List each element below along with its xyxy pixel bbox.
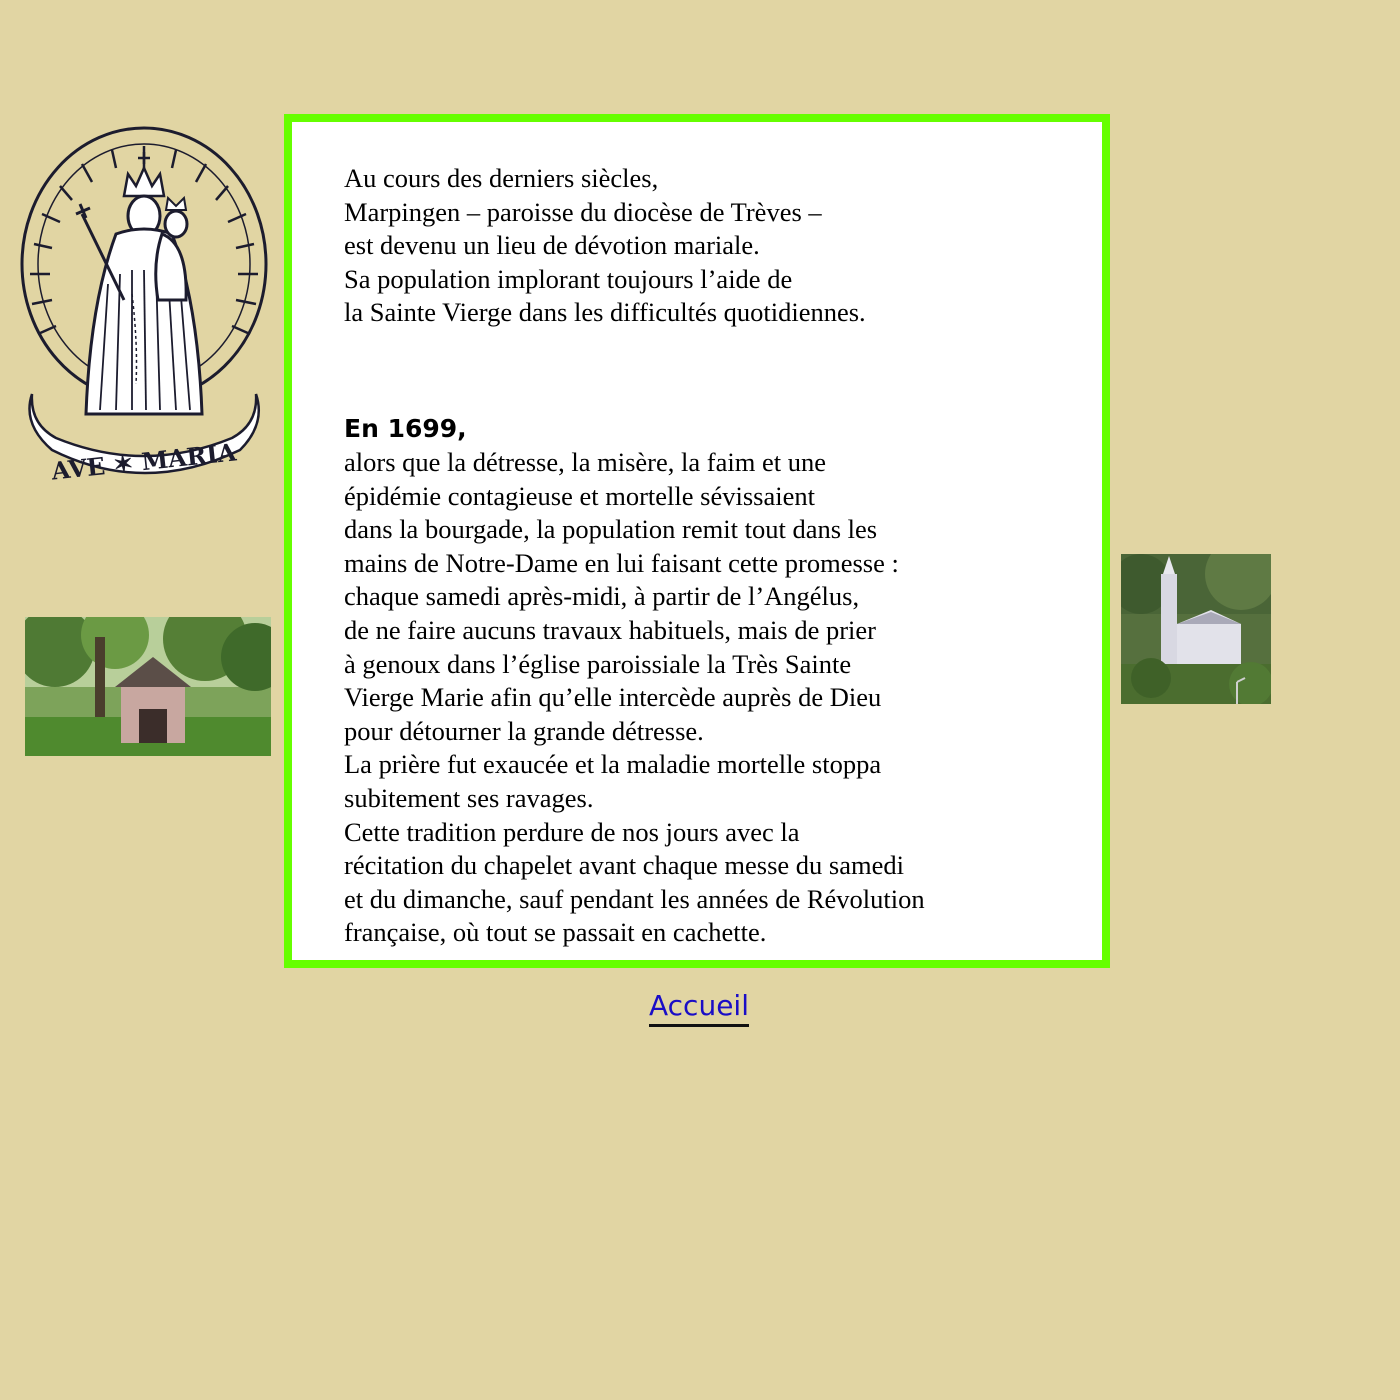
body-line: récitation du chapelet avant chaque messe du samedi xyxy=(344,850,904,881)
body-line: épidémie contagieuse et mortelle sévissaient xyxy=(344,480,815,511)
body-line: subitement ses ravages. xyxy=(344,782,594,813)
body-line: La prière fut exaucée et la maladie mortelle stoppa xyxy=(344,749,882,780)
chapel-photo-drawing xyxy=(25,617,271,756)
paragraph-gap xyxy=(344,330,1084,412)
text-panel xyxy=(284,114,1110,968)
body-line: mains de Notre-Dame en lui faisant cette promesse : xyxy=(344,547,899,578)
body-line: chaque samedi après-midi, à partir de l’Angélus, xyxy=(344,581,860,612)
madonna-emblem-drawing xyxy=(12,124,272,496)
church-photo-drawing xyxy=(1121,554,1271,704)
body-line: alors que la détresse, la misère, la faim et une xyxy=(344,446,826,477)
body-line: Vierge Marie afin qu’elle intercède auprès de Dieu xyxy=(344,682,882,713)
body-line: et du dimanche, sauf pendant les années de Révolution xyxy=(344,883,925,914)
intro-line: est devenu un lieu de dévotion mariale. xyxy=(344,230,760,261)
emblem-inscription: AVE ✶ MARIA xyxy=(49,437,238,486)
home-link[interactable]: Accueil xyxy=(649,989,749,1027)
section-heading: En 1699, xyxy=(344,413,467,443)
body-line: française, où tout se passait en cachette. xyxy=(344,917,767,948)
intro-line: la Sainte Vierge dans les difficultés quotidiennes. xyxy=(344,297,866,328)
intro-line: Marpingen – paroisse du diocèse de Trèves – xyxy=(344,196,822,227)
chapel-photo xyxy=(25,617,271,756)
intro-line: Au cours des derniers siècles, xyxy=(344,163,659,193)
intro-line: Sa population implorant toujours l’aide de xyxy=(344,263,793,294)
text-content xyxy=(344,162,1084,950)
madonna-emblem-icon xyxy=(12,124,272,496)
body-line: Cette tradition perdure de nos jours avec la xyxy=(344,816,800,847)
body-line: à genoux dans l’église paroissiale la Très Sainte xyxy=(344,648,852,679)
body-line: pour détourner la grande détresse. xyxy=(344,715,704,746)
body-line: de ne faire aucuns travaux habituels, mais de prier xyxy=(344,614,876,645)
body-line: dans la bourgade, la population remit tout dans les xyxy=(344,514,878,545)
church-photo xyxy=(1121,554,1271,704)
